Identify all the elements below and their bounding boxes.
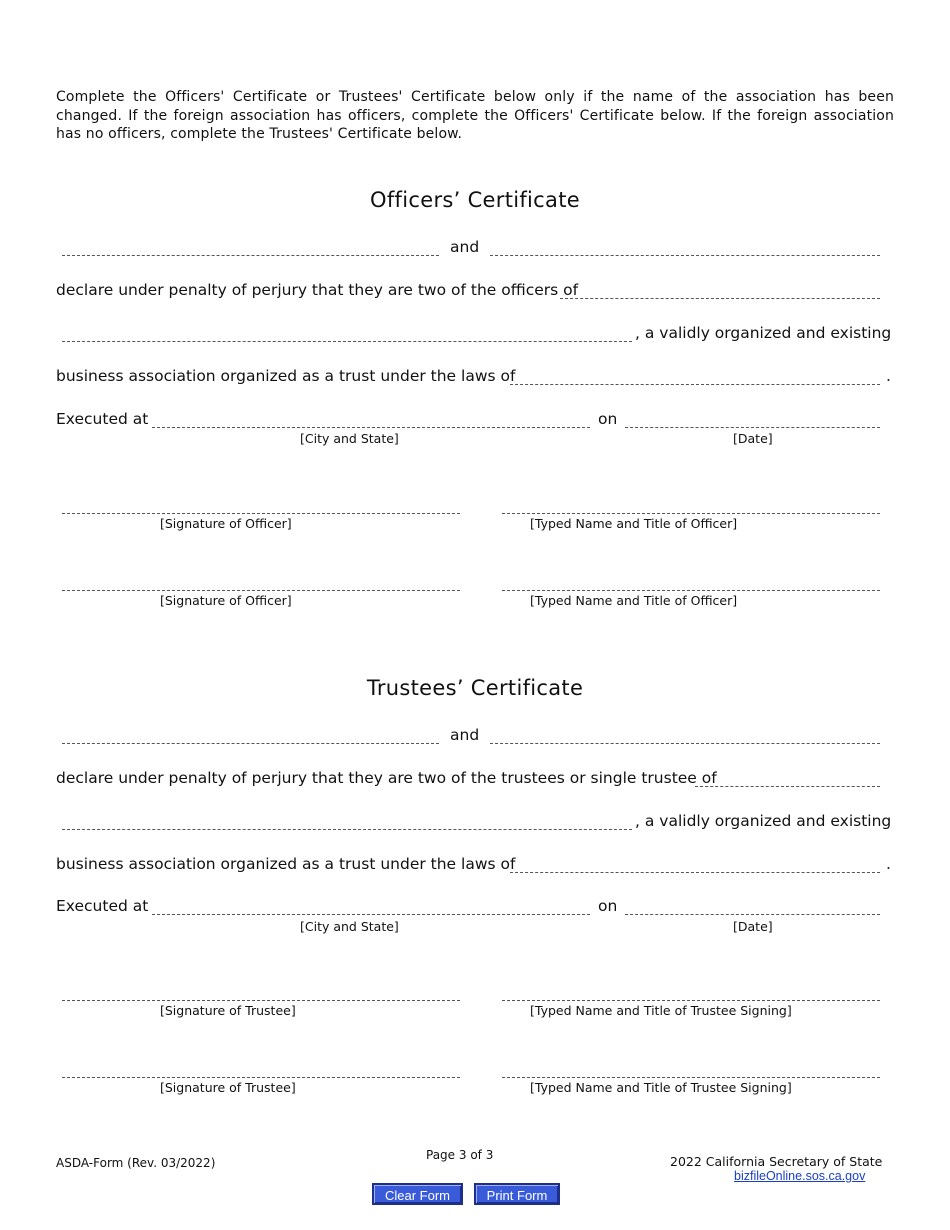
trustee-name-1-field[interactable]: [62, 743, 439, 744]
signature-caption: [Signature of Trustee]: [160, 1080, 296, 1095]
executed-at-label: Executed at: [56, 410, 149, 428]
signature-caption: [Signature of Trustee]: [160, 1003, 296, 1018]
officer-signature-2-field[interactable]: [62, 590, 460, 591]
page-number: Page 3 of 3: [426, 1148, 494, 1162]
city-state-caption: [City and State]: [300, 919, 399, 934]
date-field[interactable]: [625, 427, 880, 428]
typed-name-caption: [Typed Name and Title of Trustee Signing]: [530, 1003, 792, 1018]
typed-name-caption: [Typed Name and Title of Officer]: [530, 516, 738, 531]
typed-name-caption: [Typed Name and Title of Officer]: [530, 593, 738, 608]
officer-name-2-field[interactable]: [490, 255, 880, 256]
trustee-typed-name-2-field[interactable]: [502, 1077, 880, 1078]
and-label: and: [450, 726, 480, 744]
trustee-typed-name-1-field[interactable]: [502, 1000, 880, 1001]
city-state-field[interactable]: [152, 427, 590, 428]
validly-organized-text: , a validly organized and existing: [635, 812, 892, 830]
bizfile-link[interactable]: bizfileOnline.sos.ca.gov: [734, 1169, 866, 1183]
on-label: on: [598, 897, 618, 915]
date-caption: [Date]: [733, 431, 773, 446]
association-name-continued-field[interactable]: [62, 829, 632, 830]
association-name-field[interactable]: [560, 298, 880, 299]
association-name-continued-field[interactable]: [62, 341, 632, 342]
trustees-certificate-title: Trustees’ Certificate: [366, 676, 584, 700]
signature-caption: [Signature of Officer]: [160, 593, 292, 608]
clear-form-button[interactable]: Clear Form: [372, 1183, 463, 1205]
executed-at-label: Executed at: [56, 897, 149, 915]
laws-of-field[interactable]: [510, 384, 880, 385]
officer-typed-name-1-field[interactable]: [502, 513, 880, 514]
print-form-button[interactable]: Print Form: [474, 1183, 560, 1205]
date-field[interactable]: [625, 914, 880, 915]
signature-caption: [Signature of Officer]: [160, 516, 292, 531]
association-name-field[interactable]: [695, 786, 880, 787]
city-state-caption: [City and State]: [300, 431, 399, 446]
period: .: [886, 855, 891, 873]
typed-name-caption: [Typed Name and Title of Trustee Signing]: [530, 1080, 792, 1095]
city-state-field[interactable]: [152, 914, 590, 915]
validly-organized-text: , a validly organized and existing: [635, 324, 892, 342]
trustee-signature-2-field[interactable]: [62, 1077, 460, 1078]
date-caption: [Date]: [733, 919, 773, 934]
officer-typed-name-2-field[interactable]: [502, 590, 880, 591]
officers-certificate-title: Officers’ Certificate: [370, 188, 580, 212]
form-id: ASDA-Form (Rev. 03/2022): [56, 1156, 216, 1170]
officer-signature-1-field[interactable]: [62, 513, 460, 514]
declare-text: declare under penalty of perjury that they are two of the officers of: [56, 281, 579, 299]
trustee-signature-1-field[interactable]: [62, 1000, 460, 1001]
copyright: 2022 California Secretary of State: [670, 1154, 883, 1169]
officer-name-1-field[interactable]: [62, 255, 439, 256]
and-label: and: [450, 238, 480, 256]
declare-text: declare under penalty of perjury that they are two of the trustees or single trustee of: [56, 769, 717, 787]
business-association-text: business association organized as a trust under the laws of: [56, 367, 516, 385]
on-label: on: [598, 410, 618, 428]
period: .: [886, 367, 891, 385]
laws-of-field[interactable]: [510, 872, 880, 873]
business-association-text: business association organized as a trust under the laws of: [56, 855, 516, 873]
trustee-name-2-field[interactable]: [490, 743, 880, 744]
intro-paragraph: Complete the Officers' Certificate or Trustees' Certificate below only if the name of the association has been changed. If the foreign association has officers, complete the Officers' Certificate below. If the foreign association has no officers, complete the Trustees' Certificate below.: [56, 89, 894, 142]
